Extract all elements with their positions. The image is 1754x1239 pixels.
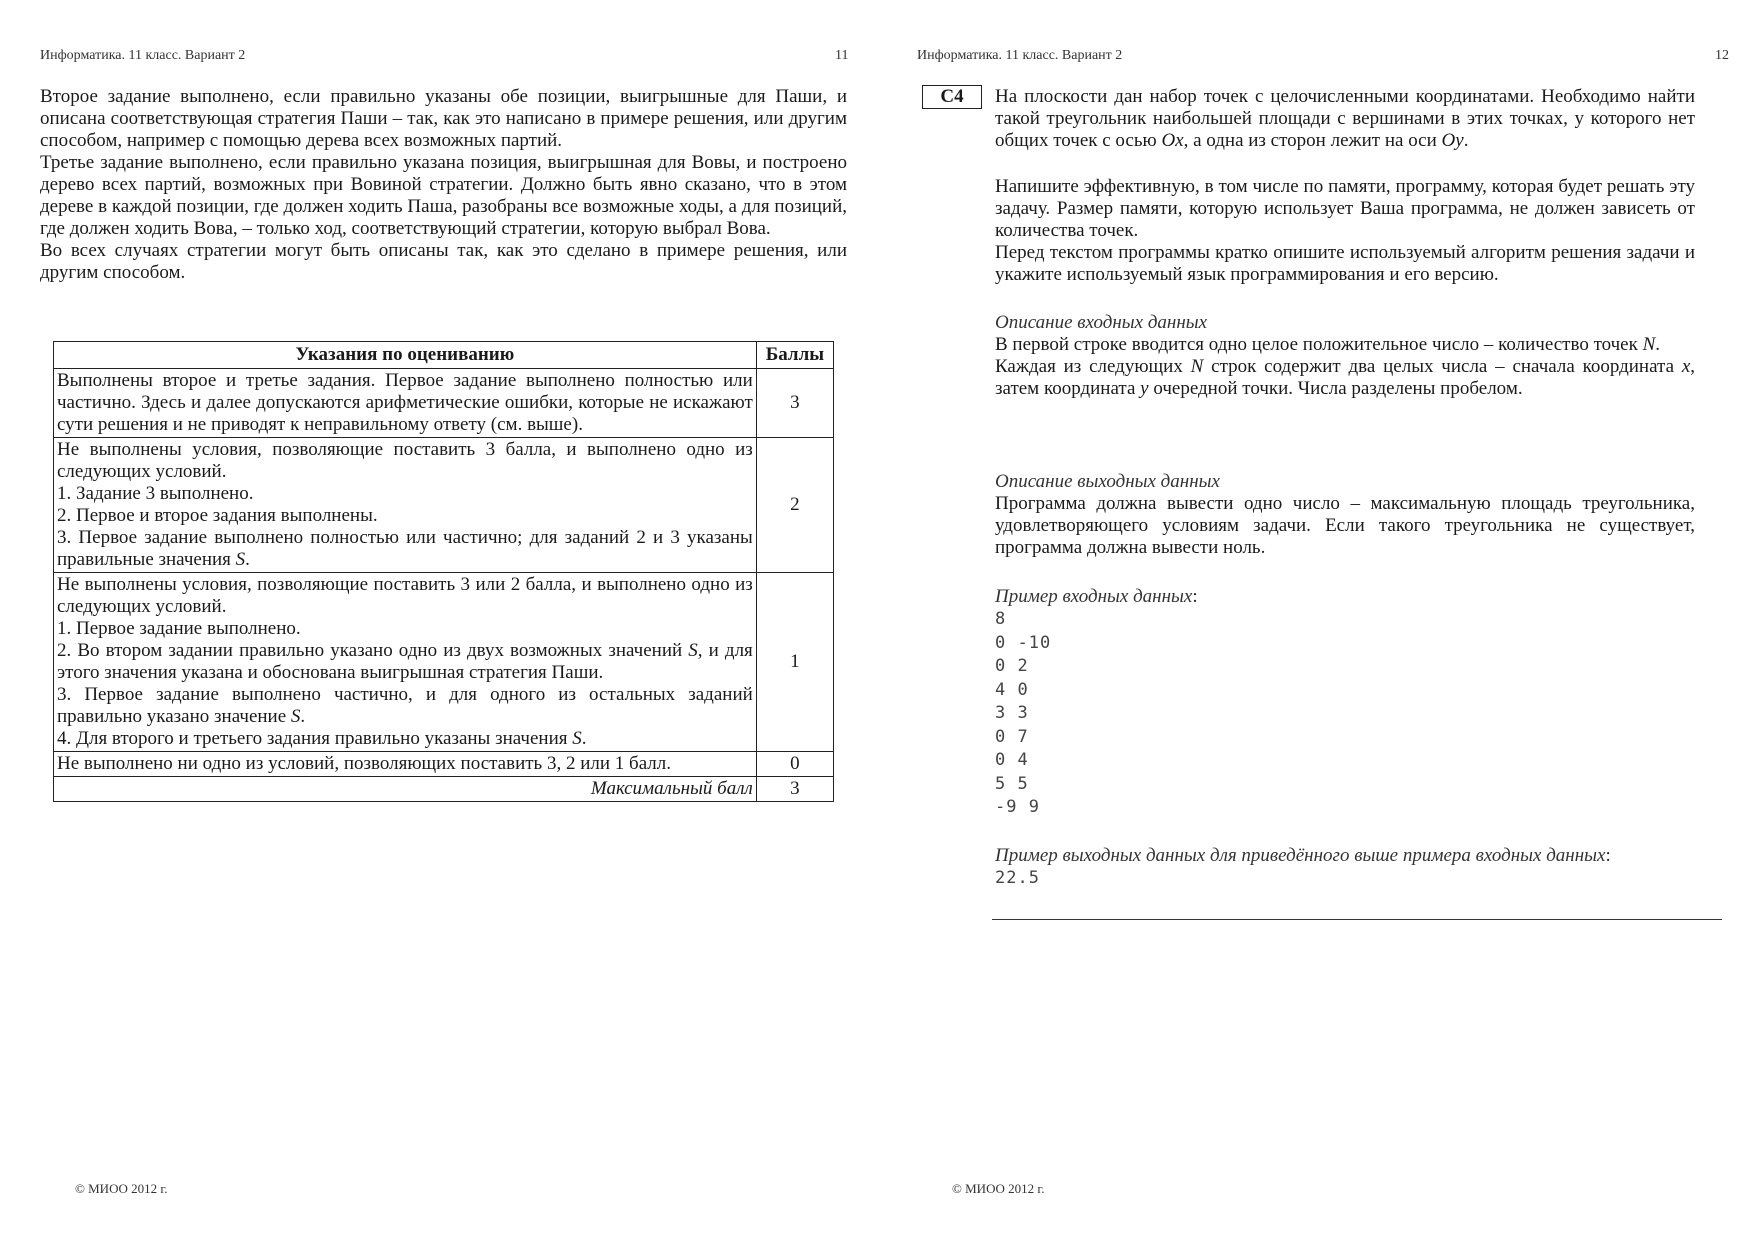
code-line: 5 5 <box>995 773 1029 794</box>
paragraph: Программа должна вывести одно число – максимальную площадь треугольника, удовлетворяющего условиям задачи. Если такого треугольника не существует, программа должна вывести ноль. <box>995 493 1695 558</box>
criteria-text: Не выполнено ни одно из условий, позволяющих поставить 3, 2 или 1 балл. <box>57 753 672 774</box>
section-title: Пример выходных данных для приведённого выше примера входных данных: <box>995 845 1611 866</box>
table-row <box>54 438 834 573</box>
divider <box>992 919 1722 920</box>
criteria-item: 1. Задание 3 выполнено. <box>57 483 254 504</box>
task-badge: C4 <box>922 85 982 109</box>
right-page <box>877 0 1754 1239</box>
points-cell: 2 <box>756 438 833 573</box>
paragraph: Второе задание выполнено, если правильно указаны обе позиции, выигрышные для Паши, и описана соответствующая стратегия Паши – так, как это написано в примере решения, или другим способом, например с помощью дерева всех возможных партий. <box>40 86 847 151</box>
example-output-value: 22.5 <box>995 868 1040 888</box>
criteria-cell <box>54 438 757 573</box>
task-statement <box>995 86 1695 152</box>
points-cell: 0 <box>756 752 833 777</box>
program-requirements <box>995 176 1695 286</box>
criteria-item: 2. Во втором задании правильно указано одно из двух возможных значений S, и для этого значения указана и обоснована выигрышная стратегия Паши. <box>57 640 753 683</box>
table-row <box>54 369 834 438</box>
code-line: 0 -10 <box>995 632 1052 653</box>
paragraph: Перед текстом программы кратко опишите используемый алгоритм решения задачи и укажите используемый язык программирования и его версию. <box>995 242 1695 285</box>
table-header-row <box>54 342 834 369</box>
paragraph: В первой строке вводится одно целое положительное число – количество точек N. <box>995 334 1661 355</box>
table-row <box>54 573 834 752</box>
output-description <box>995 471 1695 559</box>
section-title: Пример входных данных: <box>995 586 1198 607</box>
header-title: Информатика. 11 класс. Вариант 2 <box>40 48 246 63</box>
example-input-lines <box>995 608 1695 820</box>
code-line: 0 2 <box>995 656 1029 676</box>
max-score-row <box>54 777 834 802</box>
paragraph: Напишите эффективную, в том числе по памяти, программу, которая будет решать эту задачу. Размер памяти, которую использует Ваша программа, не должен зависеть от количества точек. <box>995 176 1695 241</box>
header-title: Информатика. 11 класс. Вариант 2 <box>917 48 1123 63</box>
points-cell: 3 <box>756 369 833 438</box>
criteria-item: 1. Первое задание выполнено. <box>57 618 301 639</box>
criteria-cell <box>54 752 757 777</box>
footer-copyright: © МИОО 2012 г. <box>952 1181 1045 1196</box>
table-row <box>54 752 834 777</box>
code-line: 3 3 <box>995 703 1029 723</box>
code-line: 0 7 <box>995 726 1029 747</box>
max-score-label: Максимальный балл <box>54 777 757 802</box>
grading-table <box>53 341 834 802</box>
criteria-cell <box>54 369 757 438</box>
example-output <box>995 845 1695 891</box>
criteria-item: 3. Первое задание выполнено частично, и для одного из остальных заданий правильно указано значение S. <box>57 684 753 727</box>
points-cell: 1 <box>756 573 833 752</box>
criteria-text: Не выполнены условия, позволяющие поставить 3 или 2 балла, и выполнено одно из следующих условий. <box>57 574 753 617</box>
paragraph: Каждая из следующих N строк содержит два целых числа – сначала координата x, затем координата y очередной точки. Числа разделены пробелом. <box>995 356 1695 399</box>
body-text <box>40 86 847 284</box>
paragraph: Во всех случаях стратегии могут быть описаны так, как это сделано в примере решения, или другим способом. <box>40 240 847 283</box>
paragraph: Третье задание выполнено, если правильно указана позиция, выигрышная для Вовы, и построено дерево всех партий, возможных при Вовиной стратегии. Должно быть явно сказано, что в этом дереве в каждой позиции, где должен ходить Паша, разобраны все возможные ходы, а для позиций, где должен ходить Вова, – только ход, соответствующий стратегии, которую выбрал Вова. <box>40 152 847 239</box>
example-input <box>995 586 1695 820</box>
points-header: Баллы <box>756 342 833 369</box>
page-number: 11 <box>835 48 849 63</box>
page-number: 12 <box>1715 48 1729 63</box>
criteria-item: 3. Первое задание выполнено полностью или частично; для заданий 2 и 3 указаны правильные значения S. <box>57 527 753 570</box>
criteria-item: 4. Для второго и третьего задания правильно указаны значения S. <box>57 728 587 749</box>
input-description <box>995 312 1695 400</box>
criteria-text: Не выполнены условия, позволяющие поставить 3 балла, и выполнено одно из следующих условий. <box>57 439 753 482</box>
criteria-header: Указания по оцениванию <box>54 342 757 369</box>
footer-copyright: © МИОО 2012 г. <box>75 1181 168 1196</box>
criteria-text: Выполнены второе и третье задания. Первое задание выполнено полностью или частично. Здесь и далее допускаются арифметические ошибки, которые не искажают сути решения и не приводят к неправильному ответу (см. выше). <box>57 370 753 435</box>
code-line: 4 0 <box>995 679 1029 700</box>
task-text: На плоскости дан набор точек с целочисленными координатами. Необходимо найти такой треугольник наибольшей площади с вершинами в этих точках, у которого нет общих точек с осью Ox, а одна из сторон лежит на оси Oy. <box>995 86 1695 151</box>
criteria-item: 2. Первое и второе задания выполнены. <box>57 505 378 526</box>
code-line: 8 <box>995 609 1007 629</box>
criteria-cell <box>54 573 757 752</box>
code-line: 0 4 <box>995 750 1029 770</box>
section-title: Описание выходных данных <box>995 471 1220 492</box>
code-line: -9 9 <box>995 797 1040 817</box>
section-title: Описание входных данных <box>995 312 1208 333</box>
max-score-value: 3 <box>756 777 833 802</box>
